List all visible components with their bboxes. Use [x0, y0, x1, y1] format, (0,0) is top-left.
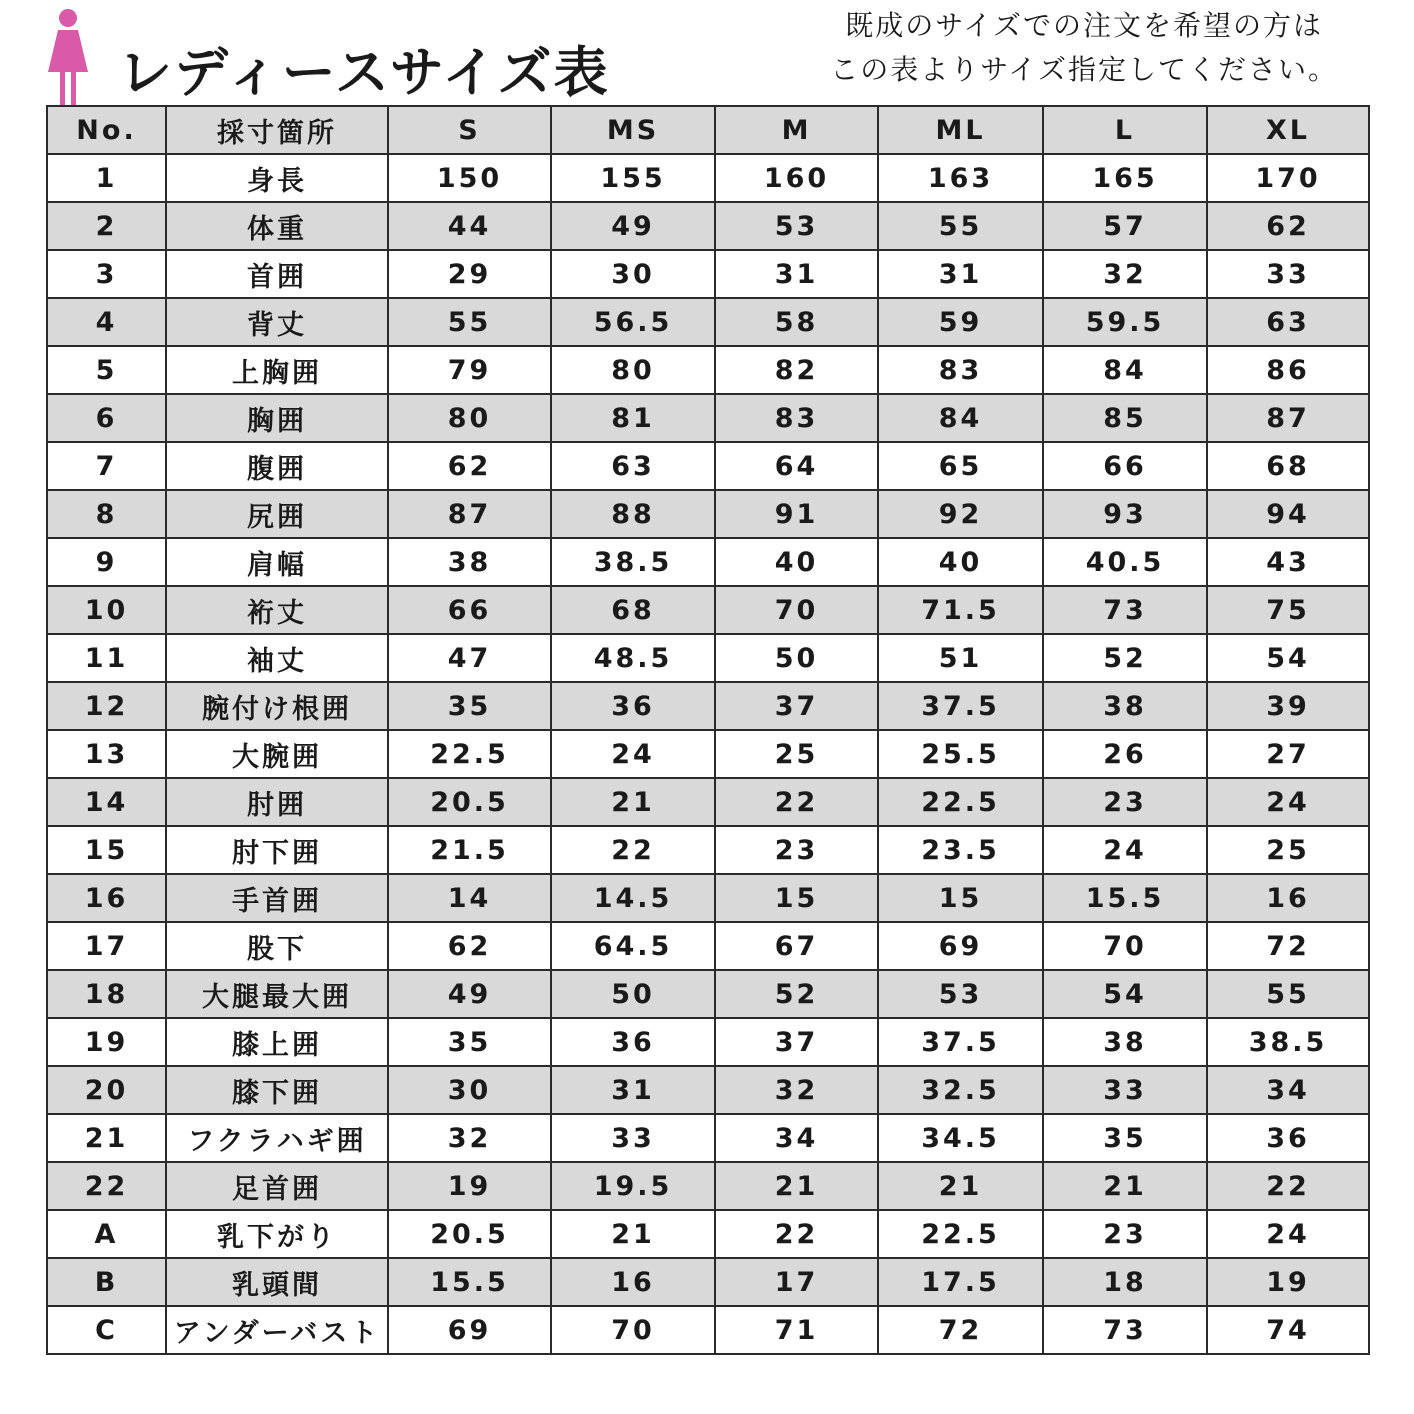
value-ms: 14.5	[551, 874, 715, 922]
value-ml: 55	[878, 202, 1043, 250]
value-ml: 65	[878, 442, 1043, 490]
value-xl: 36	[1207, 1114, 1369, 1162]
row-number: 10	[47, 586, 166, 634]
value-xl: 63	[1207, 298, 1369, 346]
value-ms: 33	[551, 1114, 715, 1162]
row-number: 14	[47, 778, 166, 826]
header-size-ml: ML	[878, 106, 1043, 154]
row-number: 6	[47, 394, 166, 442]
value-m: 64	[715, 442, 878, 490]
value-xl: 170	[1207, 154, 1369, 202]
table-row	[47, 586, 1369, 634]
measurement-point: 腹囲	[166, 442, 388, 490]
table-row	[47, 490, 1369, 538]
value-xl: 34	[1207, 1066, 1369, 1114]
value-xl: 68	[1207, 442, 1369, 490]
value-s: 29	[388, 250, 551, 298]
value-ml: 40	[878, 538, 1043, 586]
measurement-point: 肘下囲	[166, 826, 388, 874]
value-ml: 17.5	[878, 1258, 1043, 1306]
value-xl: 38.5	[1207, 1018, 1369, 1066]
value-m: 71	[715, 1306, 878, 1354]
measurement-point: 足首囲	[166, 1162, 388, 1210]
table-row	[47, 826, 1369, 874]
value-m: 58	[715, 298, 878, 346]
measurement-point: 乳頭間	[166, 1258, 388, 1306]
value-s: 30	[388, 1066, 551, 1114]
value-l: 33	[1043, 1066, 1207, 1114]
value-s: 21.5	[388, 826, 551, 874]
value-ms: 64.5	[551, 922, 715, 970]
value-ml: 23.5	[878, 826, 1043, 874]
measurement-point: 首囲	[166, 250, 388, 298]
value-s: 79	[388, 346, 551, 394]
table-row	[47, 1258, 1369, 1306]
value-ml: 22.5	[878, 1210, 1043, 1258]
value-xl: 24	[1207, 778, 1369, 826]
value-ml: 92	[878, 490, 1043, 538]
value-xl: 39	[1207, 682, 1369, 730]
value-xl: 55	[1207, 970, 1369, 1018]
value-m: 70	[715, 586, 878, 634]
value-ml: 34.5	[878, 1114, 1043, 1162]
value-s: 35	[388, 682, 551, 730]
table-row	[47, 874, 1369, 922]
value-ml: 72	[878, 1306, 1043, 1354]
value-ml: 32.5	[878, 1066, 1043, 1114]
measurement-point: 尻囲	[166, 490, 388, 538]
value-ml: 25.5	[878, 730, 1043, 778]
measurement-point: アンダーバスト	[166, 1306, 388, 1354]
value-ml: 21	[878, 1162, 1043, 1210]
value-l: 165	[1043, 154, 1207, 202]
value-ml: 31	[878, 250, 1043, 298]
measurement-point: 股下	[166, 922, 388, 970]
value-ms: 36	[551, 682, 715, 730]
value-s: 69	[388, 1306, 551, 1354]
value-ms: 22	[551, 826, 715, 874]
measurement-point: 腕付け根囲	[166, 682, 388, 730]
row-number: A	[47, 1210, 166, 1258]
value-m: 67	[715, 922, 878, 970]
value-xl: 22	[1207, 1162, 1369, 1210]
value-xl: 19	[1207, 1258, 1369, 1306]
value-ml: 37.5	[878, 682, 1043, 730]
value-ms: 81	[551, 394, 715, 442]
row-number: 21	[47, 1114, 166, 1162]
woman-icon	[44, 8, 92, 106]
value-xl: 86	[1207, 346, 1369, 394]
value-m: 50	[715, 634, 878, 682]
value-m: 53	[715, 202, 878, 250]
value-ms: 16	[551, 1258, 715, 1306]
value-ml: 59	[878, 298, 1043, 346]
row-number: 4	[47, 298, 166, 346]
measurement-point: 体重	[166, 202, 388, 250]
value-ms: 31	[551, 1066, 715, 1114]
value-xl: 27	[1207, 730, 1369, 778]
value-l: 73	[1043, 586, 1207, 634]
table-row	[47, 970, 1369, 1018]
size-table-body	[47, 154, 1369, 1354]
value-ml: 69	[878, 922, 1043, 970]
table-row	[47, 1018, 1369, 1066]
value-l: 24	[1043, 826, 1207, 874]
header-row	[47, 106, 1369, 154]
value-l: 23	[1043, 1210, 1207, 1258]
row-number: C	[47, 1306, 166, 1354]
value-xl: 75	[1207, 586, 1369, 634]
value-ml: 71.5	[878, 586, 1043, 634]
value-ms: 48.5	[551, 634, 715, 682]
value-s: 38	[388, 538, 551, 586]
measurement-point: 袖丈	[166, 634, 388, 682]
value-xl: 16	[1207, 874, 1369, 922]
table-row	[47, 730, 1369, 778]
value-ms: 56.5	[551, 298, 715, 346]
value-m: 32	[715, 1066, 878, 1114]
value-m: 34	[715, 1114, 878, 1162]
measurement-point: 上胸囲	[166, 346, 388, 394]
value-l: 32	[1043, 250, 1207, 298]
value-l: 38	[1043, 682, 1207, 730]
value-ms: 63	[551, 442, 715, 490]
value-xl: 33	[1207, 250, 1369, 298]
measurement-point: 手首囲	[166, 874, 388, 922]
value-m: 22	[715, 1210, 878, 1258]
value-l: 15.5	[1043, 874, 1207, 922]
value-l: 59.5	[1043, 298, 1207, 346]
value-l: 85	[1043, 394, 1207, 442]
value-s: 87	[388, 490, 551, 538]
value-m: 52	[715, 970, 878, 1018]
measurement-point: 乳下がり	[166, 1210, 388, 1258]
table-row	[47, 634, 1369, 682]
order-note-line-1: 既成のサイズでの注文を希望の方は	[845, 9, 1323, 42]
header-size-l: L	[1043, 106, 1207, 154]
value-m: 21	[715, 1162, 878, 1210]
row-number: 3	[47, 250, 166, 298]
value-l: 38	[1043, 1018, 1207, 1066]
value-l: 66	[1043, 442, 1207, 490]
table-row	[47, 1066, 1369, 1114]
value-l: 93	[1043, 490, 1207, 538]
value-s: 44	[388, 202, 551, 250]
value-ms: 21	[551, 778, 715, 826]
value-xl: 25	[1207, 826, 1369, 874]
value-ms: 24	[551, 730, 715, 778]
value-ms: 30	[551, 250, 715, 298]
table-row	[47, 250, 1369, 298]
table-row	[47, 346, 1369, 394]
row-number: 2	[47, 202, 166, 250]
measurement-point: 大腕囲	[166, 730, 388, 778]
value-ml: 15	[878, 874, 1043, 922]
value-m: 37	[715, 1018, 878, 1066]
value-ml: 37.5	[878, 1018, 1043, 1066]
order-note	[830, 4, 1338, 92]
table-row	[47, 922, 1369, 970]
value-s: 35	[388, 1018, 551, 1066]
table-row	[47, 1306, 1369, 1354]
value-l: 84	[1043, 346, 1207, 394]
value-ms: 21	[551, 1210, 715, 1258]
value-ms: 88	[551, 490, 715, 538]
value-xl: 74	[1207, 1306, 1369, 1354]
value-s: 20.5	[388, 1210, 551, 1258]
value-ms: 80	[551, 346, 715, 394]
value-l: 57	[1043, 202, 1207, 250]
value-l: 21	[1043, 1162, 1207, 1210]
value-m: 23	[715, 826, 878, 874]
measurement-point: 背丈	[166, 298, 388, 346]
value-ms: 19.5	[551, 1162, 715, 1210]
row-number: 5	[47, 346, 166, 394]
value-ml: 22.5	[878, 778, 1043, 826]
value-s: 49	[388, 970, 551, 1018]
value-ml: 53	[878, 970, 1043, 1018]
row-number: 7	[47, 442, 166, 490]
value-xl: 87	[1207, 394, 1369, 442]
measurement-point: 肘囲	[166, 778, 388, 826]
value-ms: 50	[551, 970, 715, 1018]
value-xl: 72	[1207, 922, 1369, 970]
table-row	[47, 538, 1369, 586]
value-ms: 49	[551, 202, 715, 250]
value-l: 18	[1043, 1258, 1207, 1306]
order-note-line-2: この表よりサイズ指定してください。	[830, 53, 1338, 86]
value-s: 62	[388, 922, 551, 970]
page-title: レディースサイズ表	[118, 41, 610, 104]
value-ms: 70	[551, 1306, 715, 1354]
size-table	[46, 105, 1370, 1355]
row-number: B	[47, 1258, 166, 1306]
value-ms: 36	[551, 1018, 715, 1066]
measurement-point: 肩幅	[166, 538, 388, 586]
measurement-point: 膝下囲	[166, 1066, 388, 1114]
row-number: 15	[47, 826, 166, 874]
header-size-s: S	[388, 106, 551, 154]
value-s: 15.5	[388, 1258, 551, 1306]
measurement-point: 裄丈	[166, 586, 388, 634]
value-ms: 155	[551, 154, 715, 202]
value-l: 54	[1043, 970, 1207, 1018]
value-xl: 54	[1207, 634, 1369, 682]
value-m: 31	[715, 250, 878, 298]
row-number: 1	[47, 154, 166, 202]
value-s: 62	[388, 442, 551, 490]
row-number: 17	[47, 922, 166, 970]
table-row	[47, 778, 1369, 826]
header-measurement-point: 採寸箇所	[166, 106, 388, 154]
table-row	[47, 202, 1369, 250]
value-l: 35	[1043, 1114, 1207, 1162]
value-m: 15	[715, 874, 878, 922]
row-number: 16	[47, 874, 166, 922]
row-number: 20	[47, 1066, 166, 1114]
value-m: 91	[715, 490, 878, 538]
value-l: 23	[1043, 778, 1207, 826]
value-s: 14	[388, 874, 551, 922]
size-table-header	[47, 106, 1369, 154]
row-number: 8	[47, 490, 166, 538]
value-m: 22	[715, 778, 878, 826]
measurement-point: 胸囲	[166, 394, 388, 442]
value-m: 82	[715, 346, 878, 394]
value-m: 25	[715, 730, 878, 778]
value-ms: 68	[551, 586, 715, 634]
table-row	[47, 1162, 1369, 1210]
header-size-ms: MS	[551, 106, 715, 154]
table-row	[47, 442, 1369, 490]
measurement-point: 膝上囲	[166, 1018, 388, 1066]
value-l: 40.5	[1043, 538, 1207, 586]
table-row	[47, 1210, 1369, 1258]
value-s: 150	[388, 154, 551, 202]
value-ms: 38.5	[551, 538, 715, 586]
value-ml: 84	[878, 394, 1043, 442]
row-number: 18	[47, 970, 166, 1018]
table-row	[47, 298, 1369, 346]
table-row	[47, 682, 1369, 730]
value-s: 66	[388, 586, 551, 634]
value-m: 160	[715, 154, 878, 202]
value-s: 20.5	[388, 778, 551, 826]
header-size-xl: XL	[1207, 106, 1369, 154]
row-number: 13	[47, 730, 166, 778]
header-no: No.	[47, 106, 166, 154]
value-m: 37	[715, 682, 878, 730]
header-size-m: M	[715, 106, 878, 154]
value-s: 80	[388, 394, 551, 442]
value-l: 26	[1043, 730, 1207, 778]
value-m: 40	[715, 538, 878, 586]
table-row	[47, 394, 1369, 442]
value-s: 55	[388, 298, 551, 346]
value-xl: 94	[1207, 490, 1369, 538]
value-ml: 51	[878, 634, 1043, 682]
value-m: 83	[715, 394, 878, 442]
value-s: 22.5	[388, 730, 551, 778]
value-ml: 163	[878, 154, 1043, 202]
measurement-point: 大腿最大囲	[166, 970, 388, 1018]
row-number: 11	[47, 634, 166, 682]
value-l: 73	[1043, 1306, 1207, 1354]
row-number: 22	[47, 1162, 166, 1210]
value-l: 52	[1043, 634, 1207, 682]
value-s: 19	[388, 1162, 551, 1210]
row-number: 9	[47, 538, 166, 586]
row-number: 19	[47, 1018, 166, 1066]
table-row	[47, 1114, 1369, 1162]
value-xl: 62	[1207, 202, 1369, 250]
row-number: 12	[47, 682, 166, 730]
value-xl: 43	[1207, 538, 1369, 586]
value-ml: 83	[878, 346, 1043, 394]
value-s: 32	[388, 1114, 551, 1162]
measurement-point: 身長	[166, 154, 388, 202]
measurement-point: フクラハギ囲	[166, 1114, 388, 1162]
value-s: 47	[388, 634, 551, 682]
value-xl: 24	[1207, 1210, 1369, 1258]
value-m: 17	[715, 1258, 878, 1306]
table-row	[47, 154, 1369, 202]
value-l: 70	[1043, 922, 1207, 970]
